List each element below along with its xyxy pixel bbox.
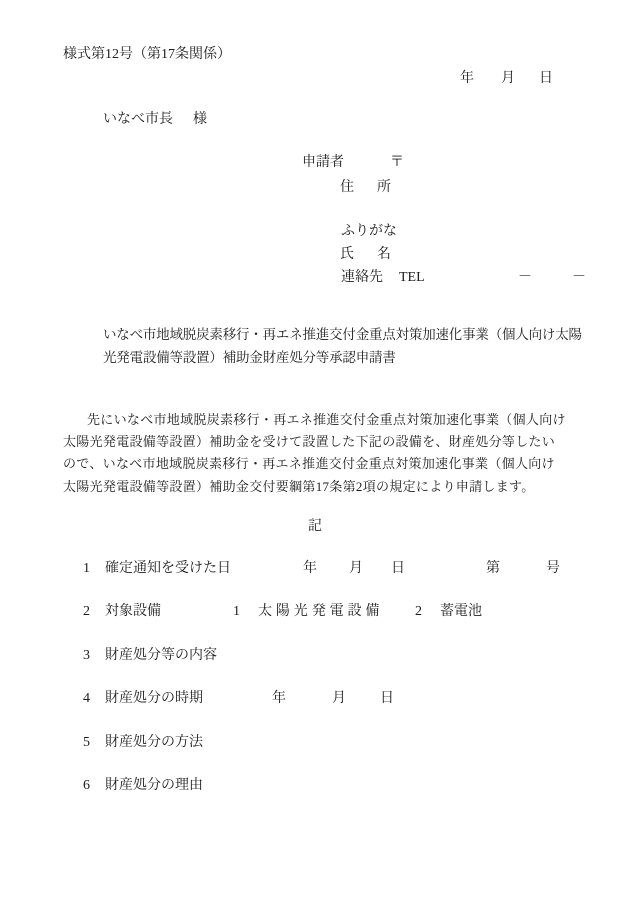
list-item-5 — [0, 735, 630, 755]
list-item-4 — [0, 691, 630, 711]
body-line-1: 先にいなべ市地域脱炭素移行・再エネ推進交付金重点対策加速化事業（個人向け — [87, 412, 566, 427]
item1-day-label: 日 — [391, 561, 405, 576]
tel-dash-1: － — [518, 270, 532, 285]
tel-dash-2: － — [572, 270, 586, 285]
item2-label: 対象設備 — [105, 604, 161, 619]
item4-label: 財産処分の時期 — [105, 691, 203, 706]
item1-number-suffix: 号 — [546, 561, 560, 576]
list-item-1 — [0, 561, 630, 581]
item6-number: 6 — [83, 778, 90, 793]
item4-month-label: 月 — [332, 691, 346, 706]
item1-year-label: 年 — [303, 561, 317, 576]
date-line — [0, 71, 630, 91]
item2-option2-label: 蓄電池 — [440, 604, 482, 619]
item1-number-prefix: 第 — [486, 561, 500, 576]
item6-label: 財産処分の理由 — [105, 778, 203, 793]
item2-option1-label: 太陽光発電設備 — [258, 604, 384, 619]
date-day-label: 日 — [539, 71, 553, 86]
list-item-3 — [0, 648, 630, 668]
date-year-label: 年 — [460, 71, 474, 86]
contact-label: 連絡先 — [341, 270, 383, 285]
name-label: 氏 名 — [340, 247, 396, 262]
item2-option1-number: 1 — [233, 604, 240, 619]
list-item-2 — [0, 604, 630, 624]
addressee-name: いなべ市長 — [103, 112, 173, 127]
postal-mark: 〒 — [390, 155, 404, 170]
item4-year-label: 年 — [272, 691, 286, 706]
addressee-honorific: 様 — [193, 112, 207, 127]
item4-number: 4 — [83, 691, 90, 706]
item5-label: 財産処分の方法 — [105, 735, 203, 750]
body-line-2: 太陽光発電設備等設置）補助金を受けて設置した下記の設備を、財産処分等したい — [63, 434, 556, 449]
item1-number: 1 — [83, 561, 90, 576]
body-line-4: 太陽光発電設備等設置）補助金交付要綱第17条第2項の規定により申請します。 — [63, 479, 535, 494]
item4-day-label: 日 — [380, 691, 394, 706]
date-month-label: 月 — [501, 71, 515, 86]
item1-month-label: 月 — [349, 561, 363, 576]
item5-number: 5 — [83, 735, 90, 750]
address-label: 住 所 — [340, 180, 396, 195]
list-heading: 記 — [308, 519, 322, 534]
form-number: 様式第12号（第17条関係） — [63, 47, 231, 62]
item3-label: 財産処分等の内容 — [105, 648, 217, 663]
document-title-line-1: いなべ市地域脱炭素移行・再エネ推進交付金重点対策加速化事業（個人向け太陽 — [103, 327, 582, 342]
body-line-3: ので、いなべ市地域脱炭素移行・再エネ推進交付金重点対策加速化事業（個人向け — [63, 456, 555, 471]
item1-label: 確定通知を受けた日 — [105, 561, 231, 576]
list-item-6 — [0, 778, 630, 798]
applicant-label: 申請者 — [302, 155, 344, 170]
item2-option2-number: 2 — [415, 604, 422, 619]
item2-number: 2 — [83, 604, 90, 619]
document-title-line-2: 光発電設備等設置）補助金財産処分等承認申請書 — [103, 350, 396, 365]
addressee-line — [0, 112, 630, 132]
tel-label: TEL — [399, 270, 425, 285]
furigana-label: ふりがな — [341, 224, 397, 239]
item3-number: 3 — [83, 648, 90, 663]
